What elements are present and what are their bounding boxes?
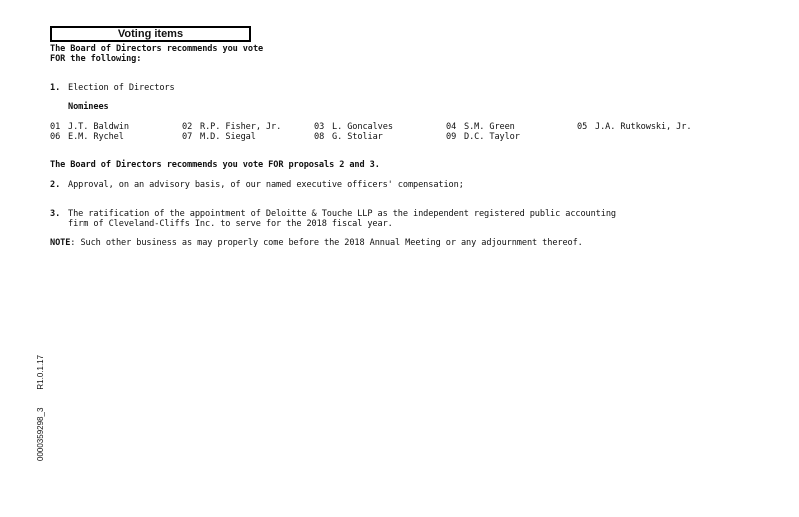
- nominee-07-name: M.D. Siegal: [200, 132, 256, 142]
- nominee-07-number: 07: [182, 132, 193, 142]
- nominee-01-number: 01: [50, 122, 61, 132]
- item-2-text: Approval, on an advisory basis, of our named executive officers' compensation;: [68, 180, 464, 190]
- nominee-06-number: 06: [50, 132, 61, 142]
- board-recommendation-line1: The Board of Directors recommends you vote: [50, 44, 264, 54]
- note-label: NOTE: [50, 238, 71, 248]
- note: [50, 238, 583, 248]
- nominee-02-name: R.P. Fisher, Jr.: [200, 122, 282, 132]
- item-2-number: 2.: [50, 180, 61, 190]
- side-document-code: [36, 337, 45, 461]
- side-code-revision: R1.0.1.17: [36, 354, 45, 390]
- nominee-04-number: 04: [446, 122, 457, 132]
- nominee-03-name: L. Goncalves: [332, 122, 393, 132]
- nominees-heading: Nominees: [68, 102, 109, 112]
- board-recommendation-line2: FOR the following:: [50, 54, 142, 64]
- board-recommendation-proposals: The Board of Directors recommends you vote FOR proposals 2 and 3.: [50, 160, 380, 170]
- item-3-line1: The ratification of the appointment of Deloitte & Touche LLP as the independent registered public accounting: [68, 209, 616, 219]
- nominee-04-name: S.M. Green: [464, 122, 515, 132]
- item-1-text: Election of Directors: [68, 83, 175, 93]
- nominee-02-number: 02: [182, 122, 193, 132]
- item-1-number: 1.: [50, 83, 61, 93]
- nominee-09-number: 09: [446, 132, 457, 142]
- nominee-03-number: 03: [314, 122, 325, 132]
- nominee-05-number: 05: [577, 122, 588, 132]
- item-3-line2: firm of Cleveland-Cliffs Inc. to serve for the 2018 fiscal year.: [68, 219, 393, 229]
- nominee-05-name: J.A. Rutkowski, Jr.: [595, 122, 692, 132]
- nominee-08-name: G. Stoliar: [332, 132, 383, 142]
- note-text: : Such other business as may properly come before the 2018 Annual Meeting or any adjournment thereof.: [70, 238, 583, 248]
- nominee-09-name: D.C. Taylor: [464, 132, 520, 142]
- voting-items-header: [50, 26, 251, 42]
- item-3-number: 3.: [50, 209, 61, 219]
- nominee-08-number: 08: [314, 132, 325, 142]
- nominee-06-name: E.M. Rychel: [68, 132, 124, 142]
- voting-items-title: Voting items: [117, 28, 184, 40]
- nominee-01-name: J.T. Baldwin: [68, 122, 129, 132]
- side-code-id: 0000359298_3: [36, 407, 45, 461]
